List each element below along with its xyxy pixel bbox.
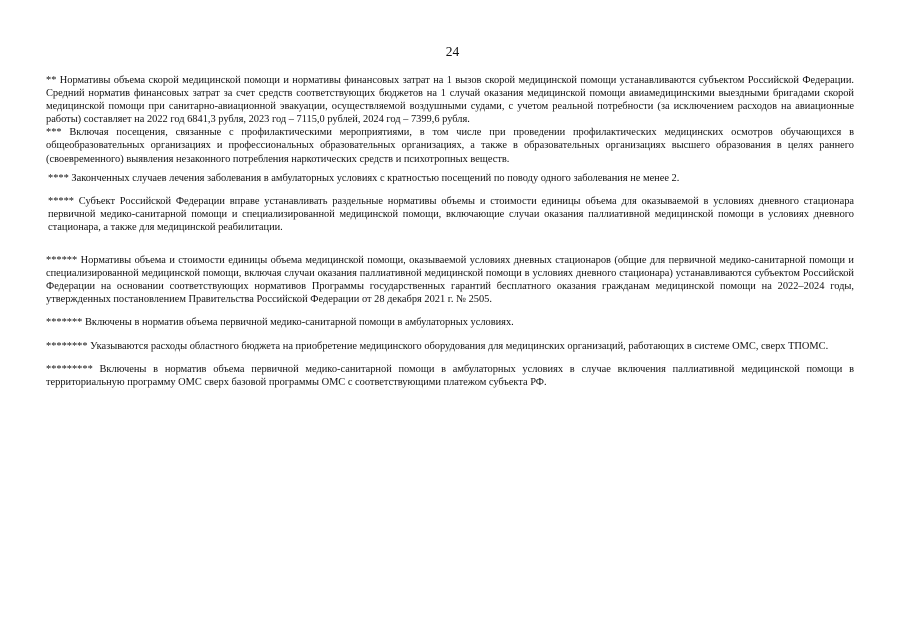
footnote-7-asterisks: ******* Включены в норматив объема первичной медико-санитарной помощи в амбулаторных условиях. <box>46 317 514 329</box>
footnote-2-asterisks: ** Нормативы объема скорой медицинской помощи и нормативы финансовых затрат на 1 вызов скорой медицинской помощи устанавливаются субъектом Российской Федерации. Средний норматив финансовых затрат за счет средств соответствующих бюджетов на 1 случай оказания медицинской помощи авиамедицинскими выездными бригадами скорой медицинской помощи при санитарно-авиационной эвакуации, осуществляемой воздушными судами, с учетом реальной потребности (за исключением расходов на авиационные работы) составляет на 2022 год 6841,3 рубля, 2023 год – 7115,0 рублей, 2024 год – 7399,6 рубля. <box>46 75 854 126</box>
footnote-8-asterisks: ******** Указываются расходы областного бюджета на приобретение медицинского оборудования для медицинских организаций, работающих в системе ОМС, сверх ТПОМС. <box>46 340 829 352</box>
footnote-4-asterisks: **** Законченных случаев лечения заболевания в амбулаторных условиях с кратностью посещений по поводу одного заболевания не менее 2. <box>48 172 680 184</box>
footnote-6-asterisks: ****** Нормативы объема и стоимости единицы объема медицинской помощи, оказываемой условиях дневных стационаров (общие для первичной медико-санитарной помощи и специализированной медицинской помощи, включая случаи оказания паллиативной медицинской помощи в условиях дневного стационара) устанавливаются субъектом Российской Федерации на основании соответствующих нормативов Программы государственных гарантий бесплатного оказания гражданам медицинской помощи на 2022–2024 годы, утвержденных постановлением Правительства Российской Федерации от 28 декабря 2021 г. № 2505. <box>46 255 854 306</box>
footnote-3-asterisks: *** Включая посещения, связанные с профилактическими мероприятиями, в том числе при проведении профилактических медицинских осмотров обучающихся в общеобразовательных организациях и профессиональных образовательных организациях, а также в образовательных организациях высшего образования в целях раннего (своевременного) выявления незаконного потребления наркотических средств и психотропных веществ. <box>46 127 854 165</box>
footnote-9-asterisks: ********* Включены в норматив объема первичной медико-санитарной помощи в амбулаторных условиях в случае включения паллиативной медицинской помощи в территориальную программу ОМС сверх базовой программы ОМС с соответствующими платежом субъекта РФ. <box>46 363 854 388</box>
footnotes <box>46 74 854 389</box>
footnote-5-asterisks: ***** Субъект Российской Федерации вправе устанавливать раздельные нормативы объемы и стоимости единицы объема для оказываемой в условиях дневного стационара первичной медико-санитарной помощи и специализированной медицинской помощи, включающие случаи оказания паллиативной медицинской помощи в условиях дневного стационара, а также для медицинской реабилитации. <box>48 195 854 233</box>
page-number: 24 <box>445 44 460 59</box>
